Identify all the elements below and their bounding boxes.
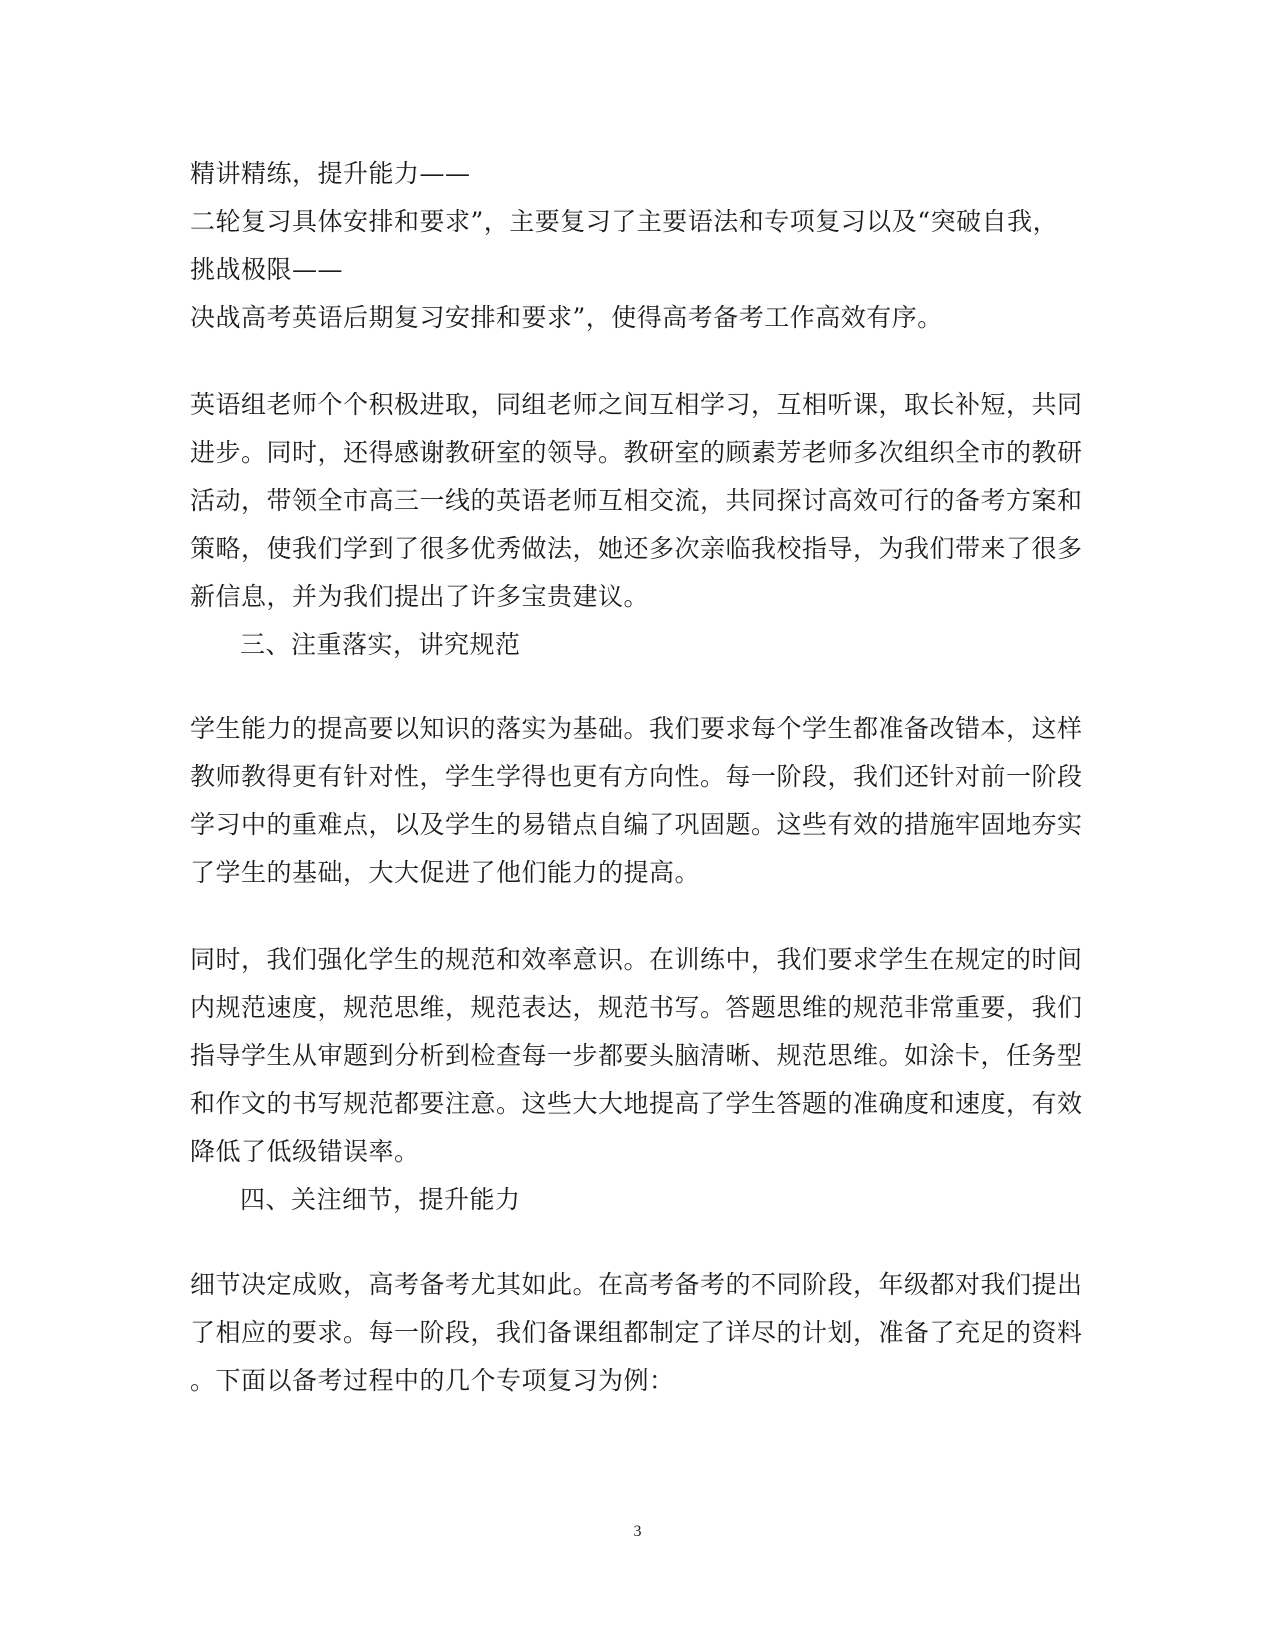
text-line: 策略，使我们学到了很多优秀做法，她还多次亲临我校指导，为我们带来了很多	[190, 534, 1083, 563]
text-line: 学生能力的提高要以知识的落实为基础。我们要求每个学生都准备改错本，这样	[190, 714, 1083, 743]
page-number: 3	[633, 1523, 642, 1540]
text-line: 活动，带领全市高三一线的英语老师互相交流，共同探讨高效可行的备考方案和	[190, 486, 1083, 515]
text-line: 了学生的基础，大大促进了他们能力的提高。	[190, 858, 701, 887]
text-line: 学习中的重难点，以及学生的易错点自编了巩固题。这些有效的措施牢固地夯实	[190, 810, 1083, 839]
text-line: 决战高考英语后期复习安排和要求”，使得高考备考工作高效有序。	[190, 303, 943, 332]
text-line: 进步。同时，还得感谢教研室的领导。教研室的顾素芳老师多次组织全市的教研	[190, 438, 1083, 467]
section-heading-4: 四、关注细节，提升能力	[240, 1185, 521, 1214]
text-line: 同时，我们强化学生的规范和效率意识。在训练中，我们要求学生在规定的时间	[190, 945, 1083, 974]
section-heading-3: 三、注重落实，讲究规范	[240, 630, 521, 659]
paragraph-details-matter	[190, 1261, 1083, 1405]
text-line: 二轮复习具体安排和要求”，主要复习了主要语法和专项复习以及“突破自我，	[190, 207, 1059, 236]
text-line: 精讲精练，提升能力——	[190, 159, 471, 188]
text-line: 新信息，并为我们提出了许多宝贵建议。	[190, 582, 650, 611]
text-line: 教师教得更有针对性，学生学得也更有方向性。每一阶段，我们还针对前一阶段	[190, 762, 1083, 791]
text-line: 降低了低级错误率。	[190, 1137, 420, 1166]
paragraph-knowledge-foundation	[190, 705, 1083, 897]
text-line: 和作文的书写规范都要注意。这些大大地提高了学生答题的准确度和速度，有效	[190, 1089, 1083, 1118]
paragraph-standards-efficiency	[190, 936, 1083, 1224]
paragraph-teacher-collaboration	[190, 381, 1083, 669]
paragraph-review-plan	[190, 150, 1080, 342]
text-line: 。下面以备考过程中的几个专项复习为例：	[190, 1366, 675, 1395]
text-line: 了相应的要求。每一阶段，我们备课组都制定了详尽的计划，准备了充足的资料	[190, 1318, 1083, 1347]
text-line: 英语组老师个个积极进取，同组老师之间互相学习，互相听课，取长补短，共同	[190, 390, 1083, 419]
text-line: 细节决定成败，高考备考尤其如此。在高考备考的不同阶段，年级都对我们提出	[190, 1270, 1083, 1299]
text-line: 挑战极限——	[190, 255, 344, 284]
text-line: 内规范速度，规范思维，规范表达，规范书写。答题思维的规范非常重要，我们	[190, 993, 1083, 1022]
text-line: 指导学生从审题到分析到检查每一步都要头脑清晰、规范思维。如涂卡，任务型	[190, 1041, 1083, 1070]
